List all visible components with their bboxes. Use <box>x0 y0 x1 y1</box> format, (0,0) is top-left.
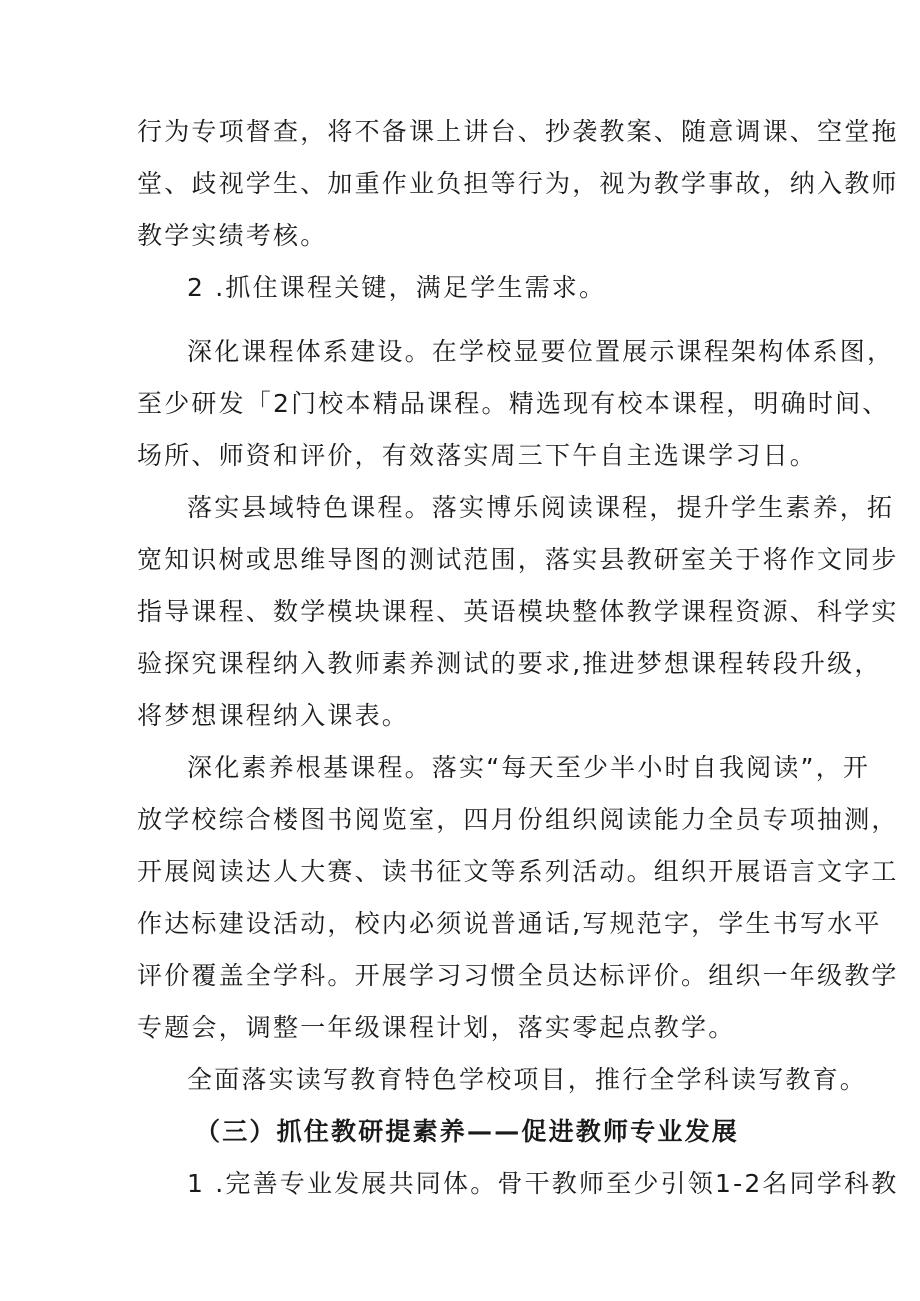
section-heading: 2 .抓住课程关键，满足学生需求。 <box>187 273 607 302</box>
text-line: 将梦想课程纳入课表。 <box>137 701 410 730</box>
text-line: 至少研发「2门校本精品课程。精选现有校本课程，明确时间、 <box>137 389 890 418</box>
text-line: 开展阅读达人大赛、读书征文等系列活动。组织开展语言文字工 <box>137 857 899 886</box>
text-line: 落实县域特色课程。落实博乐阅读课程，提升学生素养，拓 <box>187 493 895 522</box>
text-line: 专题会，调整一年级课程计划，落实零起点教学。 <box>137 1013 736 1042</box>
text-line: 宽知识树或思维导图的测试范围，落实县教研室关于将作文同步 <box>137 545 899 574</box>
text-line: 放学校综合楼图书阅览室，四月份组织阅读能力全员专项抽测， <box>137 805 899 834</box>
text-line: 教学实绩考核。 <box>137 221 328 250</box>
text-line: 1 .完善专业发展共同体。骨干教师至少引领1-2名同学科教 <box>187 1169 899 1198</box>
text-line: 堂、歧视学生、加重作业负担等行为，视为教学事故，纳入教师 <box>137 169 899 198</box>
section-heading: （三）抓住教研提素养——促进教师专业发展 <box>195 1117 740 1146</box>
text-line: 指导课程、数学模块课程、英语模块整体教学课程资源、科学实 <box>137 597 899 626</box>
text-line: 验探究课程纳入教师素养测试的要求,推进梦想课程转段升级， <box>137 649 882 678</box>
text-line: 深化课程体系建设。在学校显要位置展示课程架构体系图， <box>187 337 895 366</box>
text-line: 深化素养根基课程。落实“每天至少半小时自我阅读”，开 <box>187 753 871 782</box>
text-line: 作达标建设活动，校内必须说普通话,写规范字，学生书写水平 <box>137 909 882 938</box>
text-line: 场所、师资和评价，有效落实周三下午自主选课学习日。 <box>137 441 818 470</box>
text-line: 评价覆盖全学科。开展学习习惯全员达标评价。组织一年级教学 <box>137 961 899 990</box>
text-line: 全面落实读写教育特色学校项目，推行全学科读写教育。 <box>187 1065 868 1094</box>
text-line: 行为专项督查，将不备课上讲台、抄袭教案、随意调课、空堂拖 <box>137 117 899 146</box>
